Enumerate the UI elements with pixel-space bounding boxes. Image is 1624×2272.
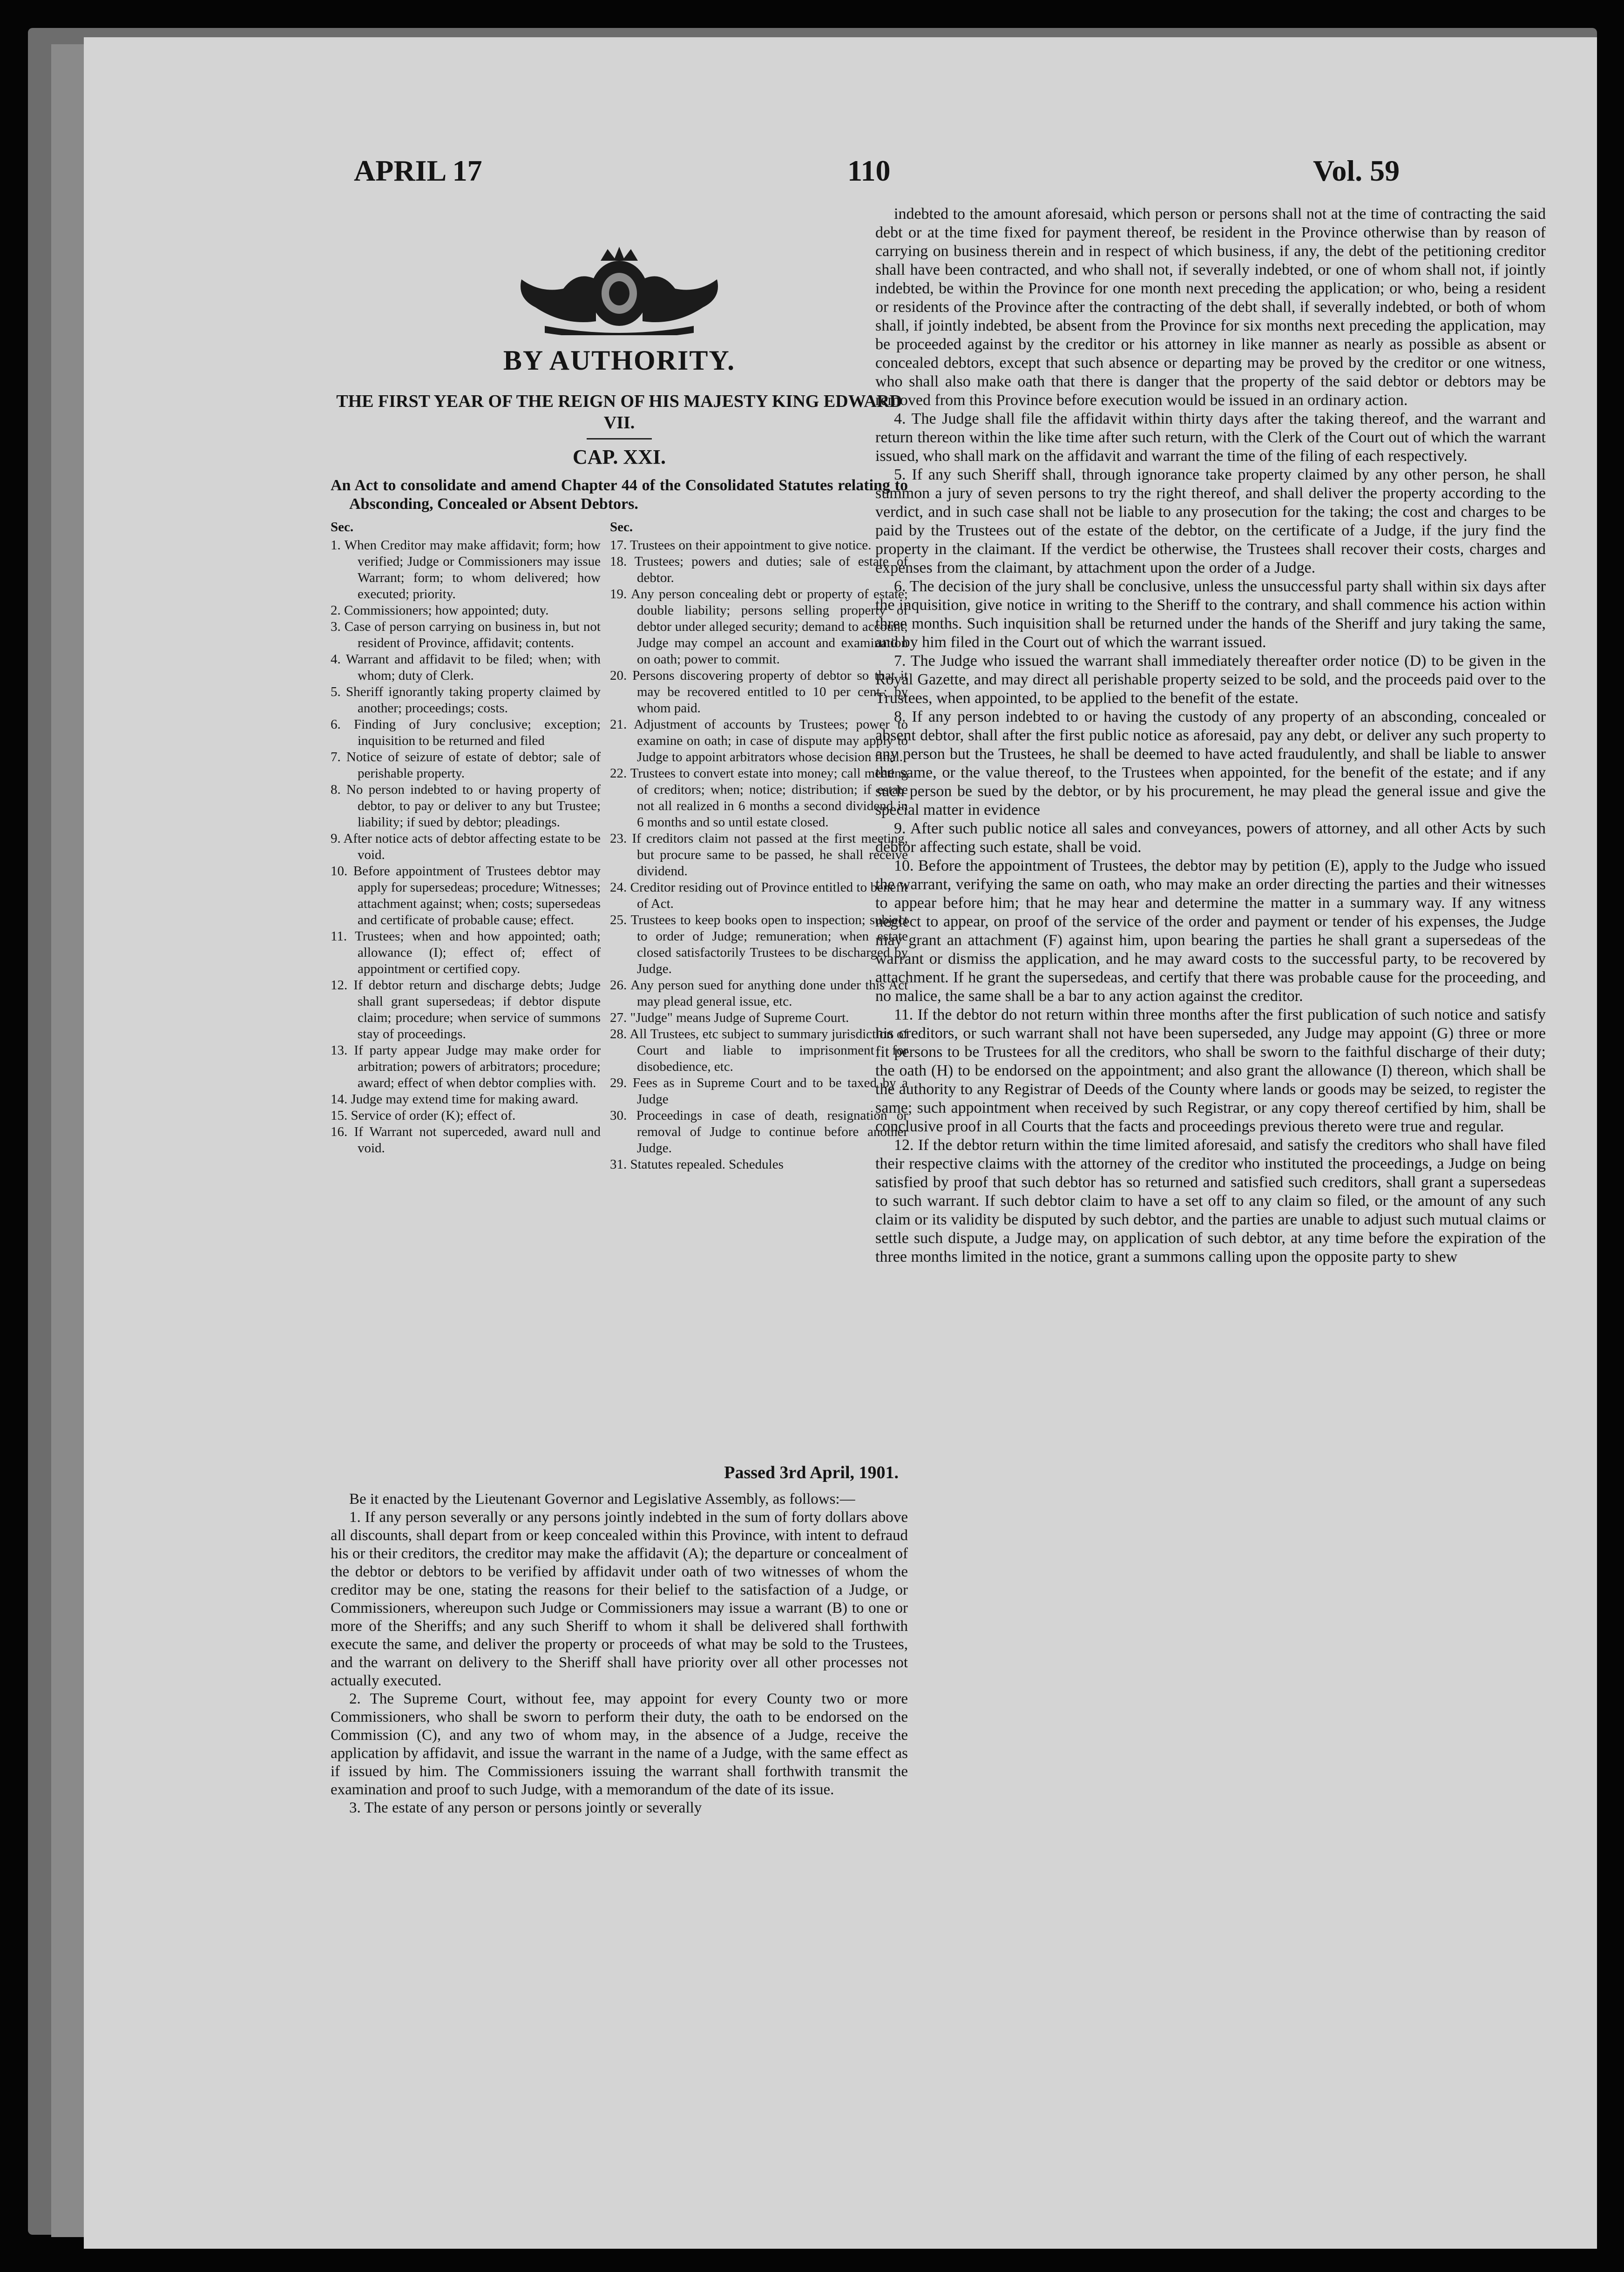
chapter-heading: CAP. XXI. [572, 446, 666, 468]
header-date: APRIL 17 [354, 154, 482, 187]
section-index-entry: 23. If creditors claim not passed at the first meeting, but procure same to be passed, he shall receive dividend. [610, 831, 908, 879]
section-index-entry: 25. Trustees to keep books open to inspection; subject to order of Judge; remuneration; when estate closed satisfactorily Trustees to be discharged by Judge. [610, 913, 908, 976]
section-index-entry: 13. If party appear Judge may make order for arbitration; powers of arbitrators; procedure; award; effect of when debtor complies with. [331, 1043, 601, 1090]
sec-label: Sec. [331, 520, 354, 534]
section-index-entry: 7. Notice of seizure of estate of debtor; sale of perishable property. [331, 750, 601, 781]
section-index-entry: 3. Case of person carrying on business in, but not resident of Province, affidavit; contents. [331, 619, 601, 650]
royal-coat-of-arms-emblem [508, 242, 731, 335]
section-index-entry: 19. Any person concealing debt or property of estate; double liability; persons selling property of debtor under alleged security; demand to account; Judge may compel an account and examination on oath; power to commit. [610, 587, 908, 667]
section-index-entry: 28. All Trustees, etc subject to summary jurisdiction of Court and liable to imprisonment for disobedience, etc. [610, 1027, 908, 1074]
reign-heading: THE FIRST YEAR OF THE REIGN OF HIS MAJESTY KING EDWARD VII. [336, 392, 902, 433]
section-paragraph: Be it enacted by the Lieutenant Governor and Legislative Assembly, as follows:— [349, 1491, 855, 1508]
header-page-number: 110 [847, 154, 891, 187]
section-index-right [610, 519, 908, 1173]
section-index-entry: 6. Finding of Jury conclusive; exception; inquisition to be returned and filed [331, 717, 601, 748]
section-paragraph: 10. Before the appointment of Trustees, the debtor may by petition (E), apply to the Judge who issued the warrant, verifying the same on oath, who may make an order directing the parties and their witnesses to appear before him; that he may hear and determine the matter in a summary way. If any witness neglect to appear, on proof of the service of the order and payment or tender of his expenses, the Judge may grant an attachment (F) against him, upon bearing the parties he shall grant a supersedeas of the warrant or dismiss the application, and he may award costs to the successful party, to be recovered by attachment. If he grant the supersedeas, and certify that there was probable cause for the proceeding, and no malice, the same shall be a bar to any action against the creditor. [875, 857, 1546, 1005]
section-index-entry: 24. Creditor residing out of Province entitled to benefit of Act. [610, 880, 908, 911]
header-volume: Vol. 59 [1313, 154, 1400, 187]
section-paragraph: 6. The decision of the jury shall be conclusive, unless the unsuccessful party shall within six days after the inquisition, give notice in writing to the Sheriff to the contrary, and shall commence his action within three months. Such inquisition shall be returned under the hands of the Sheriff and jury taking the same, and by him filed in the Court out of which the warrant issued. [875, 578, 1546, 651]
section-index-entry: 10. Before appointment of Trustees debtor may apply for supersedeas; procedure; Witnesses; attachment against; when; costs; supersedeas and certificate of probable cause; effect. [331, 864, 601, 927]
section-index-entry: 9. After notice acts of debtor affecting estate to be void. [331, 831, 601, 862]
section-index-entry: 4. Warrant and affidavit to be filed; when; with whom; duty of Clerk. [331, 652, 601, 683]
section-index-entry: 14. Judge may extend time for making award. [331, 1092, 579, 1107]
section-index-entry: 15. Service of order (K); effect of. [331, 1108, 516, 1123]
section-paragraph: 12. If the debtor return within the time limited aforesaid, and satisfy the creditors who shall have filed their respective claims with the attorney of the creditor who instituted the proceedings, a Judge on being satisfied by proof that such debtor has so returned and satisfied such creditors, shall grant a supersedeas to such warrant. If such debtor claim to have a set off to any claim so filed, or the amount of any such claim or its validity be disputed by such debtor, and the parties are unable to adjust such mutual claims or settle such dispute, a Judge may, on application of such debtor, at any time before the expiration of the three months limited in the notice, grant a summons calling upon the opposite party to shew [875, 1136, 1546, 1265]
section-index-left [331, 519, 601, 1156]
section-index-entry: 16. If Warrant not superceded, award null and void. [331, 1124, 601, 1156]
section-index-entry: 1. When Creditor may make affidavit; form; how verified; Judge or Commissioners may issue Warrant; form; to whom delivered; how executed; priority. [331, 538, 601, 602]
section-paragraph: indebted to the amount aforesaid, which person or persons shall not at the time of contracting the said debt or at the time fixed for payment thereof, be resident in the Province otherwise than by reason of carrying on business therein and in respect of which business, if any, the debt of the petitioning creditor shall have been contracted, and who shall not, if severally indebted, or one of whom shall not, if jointly indebted, be within the Province for one month next preceding the application; or who, being a resident or residents of the Province after the contracting of the debt shall, if severally indebted, or both of whom shall, if jointly indebted, be absent from the Province for six months next preceding the application, may be proceeded against by the creditor or his attorney in like manner as nearly as possible as absent or concealed debtors, except that such absence or departing may be proved by the creditor or one witness, who shall also make oath that there is danger that the property of the said debtor or debtors may be removed from this Province before execution would be issued in an ordinary action. [875, 205, 1546, 409]
passed-date: Passed 3rd April, 1901. [724, 1463, 899, 1482]
act-title: An Act to consolidate and amend Chapter 44 of the Consolidated Statutes relating to Absconding, Concealed or Absent Debtors. [331, 477, 908, 513]
right-column [875, 205, 1546, 1266]
section-paragraph: 2. The Supreme Court, without fee, may appoint for every County two or more Commissioners, who shall be sworn to perform their duty, the oath to be endorsed on the Commission (C), and any two of whom may, in the absence of a Judge, receive the application by affidavit, and issue the warrant in the name of a Judge, with the same effect as if issued by him. The Commissioners issuing the warrant shall forthwith transmit the examination and proof to such Judge, with a memorandum of the date of its issue. [331, 1690, 908, 1798]
section-index-entry: 11. Trustees; when and how appointed; oath; allowance (I); effect of; effect of appointment or certified copy. [331, 929, 601, 976]
gazette-page [84, 37, 1597, 2249]
section-index-entry: 27. "Judge" means Judge of Supreme Court. [610, 1010, 849, 1025]
section-index-entry: 5. Sheriff ignorantly taking property claimed by another; proceedings; costs. [331, 684, 601, 716]
section-index-entry: 20. Persons discovering property of debtor so that it may be recovered entitled to 10 per cent.; by whom paid. [610, 668, 908, 716]
sec-label: Sec. [610, 520, 633, 534]
section-index-entry: 17. Trustees on their appointment to give notice. [610, 538, 872, 553]
section-paragraph: 9. After such public notice all sales and conveyances, powers of attorney, and all other Acts by such debtor affecting such estate, shall be void. [875, 820, 1546, 856]
section-index-entry: 29. Fees as in Supreme Court and to be taxed by a Judge [610, 1075, 908, 1107]
section-paragraph: 7. The Judge who issued the warrant shall immediately thereafter order notice (D) to be given in the Royal Gazette, and may direct all perishable property seized to be sold, and the proceeds paid over to the Trustees, when appointed, to be applied to the benefit of the estate. [875, 652, 1546, 707]
act-text-right [875, 205, 1546, 1266]
section-paragraph: 1. If any person severally or any persons jointly indebted in the sum of forty dollars above all discounts, shall depart from or keep concealed within this Province, with intent to defraud his or their creditors, the creditor may make the affidavit (A); the departure or concealment of the debtor or debtors to be verified by affidavit under oath of two witnesses of whom the creditor may be one, stating the reasons for their belief to the satisfaction of a Judge, or Commissioners, whereupon such Judge or Commissioners may issue a warrant (B) to one or more of the Sheriffs; and any such Sheriff to whom it shall be delivered shall forthwith execute the same, and deliver the property or proceeds of what may be sold to the Trustees, and the warrant on delivery to the Sheriff shall have priority over all other processes not actually executed. [331, 1509, 908, 1689]
section-index-entry: 31. Statutes repealed. Schedules [610, 1157, 784, 1172]
section-index-entry: 2. Commissioners; how appointed; duty. [331, 603, 549, 618]
section-index-entry: 12. If debtor return and discharge debts; Judge shall grant supersedeas; if debtor dispute claim; procedure; when service of summons stay of proceedings. [331, 978, 601, 1041]
section-index-entry: 18. Trustees; powers and duties; sale of estate of debtor. [610, 554, 908, 585]
act-text-left [331, 1490, 908, 1817]
section-paragraph: 5. If any such Sheriff shall, through ignorance take property claimed by any other person, he shall summon a jury of seven persons to try the right thereof, and shall deliver the property according to the verdict, and in such case shall not be liable to any prosecution for the taking; the cost and charges to be paid by the Trustees out of the estate of the debtor, on the certificate of a Judge, if the jury find the property in the claimant. If the verdict be otherwise, the Trustees shall recover their costs, charges and expenses from the claimant, by attachment upon the order of a Judge. [875, 466, 1546, 576]
section-paragraph: 4. The Judge shall file the affidavit within thirty days after the taking thereof, and the warrant and return thereon within the like time after such return, with the Clerk of the Court out of which the warrant issued, who shall mark on the affidavit and warrant the time of the filing of each respectively. [875, 410, 1546, 465]
section-paragraph: 8. If any person indebted to or having the custody of any property of an absconding, concealed or absent debtor, shall after the first public notice as aforesaid, pay any debt, or deliver any such property to any person but the Trustees, he shall be deemed to have acted fraudulently, and shall be liable to answer the same, or the value thereof, to the Trustees when appointed, for the benefit of the estate; and if any such person be sued by the debtor, or by his procurement, he may plead the general issue and give the special matter in evidence [875, 708, 1546, 818]
section-paragraph: 11. If the debtor do not return within three months after the first publication of such notice and satisfy his creditors, or such warrant shall not have been superseded, any Judge may appoint (G) three or more fit persons to be Trustees for all the creditors, who shall be sworn to the faithful discharge of their duty; the oath (H) to be endorsed on the appointment; and also grant the allowance (I) thereon, which shall be the authority to any Registrar of Deeds of the County where lands or goods may be seized, to register the same; such appointment when received by such Registrar, or any copy thereof certified by him, shall be conclusive proof in all Courts that the facts and proceedings previous thereto were true and regular. [875, 1006, 1546, 1135]
section-index-entry: 8. No person indebted to or having property of debtor, to pay or deliver to any but Trustee; liability; if sued by debtor; pleadings. [331, 782, 601, 830]
section-index-entry: 30. Proceedings in case of death, resignation or removal of Judge to continue before another Judge. [610, 1108, 908, 1156]
left-column [331, 233, 908, 1817]
by-authority-heading: BY AUTHORITY. [503, 345, 736, 376]
page-header [84, 154, 1597, 205]
section-paragraph: 3. The estate of any person or persons jointly or severally [349, 1799, 702, 1816]
section-index [331, 519, 908, 1460]
section-index-entry: 21. Adjustment of accounts by Trustees; power to examine on oath; in case of dispute may apply to Judge to appoint arbitrators whose decision final. [610, 717, 908, 764]
section-index-entry: 26. Any person sued for anything done under this Act may plead general issue, etc. [610, 978, 908, 1009]
heading-divider [587, 438, 652, 440]
section-index-entry: 22. Trustees to convert estate into money; call meeting of creditors; when; notice; distribution; if estate not all realized in 6 months a second dividend in 6 months and so until estate closed. [610, 766, 908, 830]
